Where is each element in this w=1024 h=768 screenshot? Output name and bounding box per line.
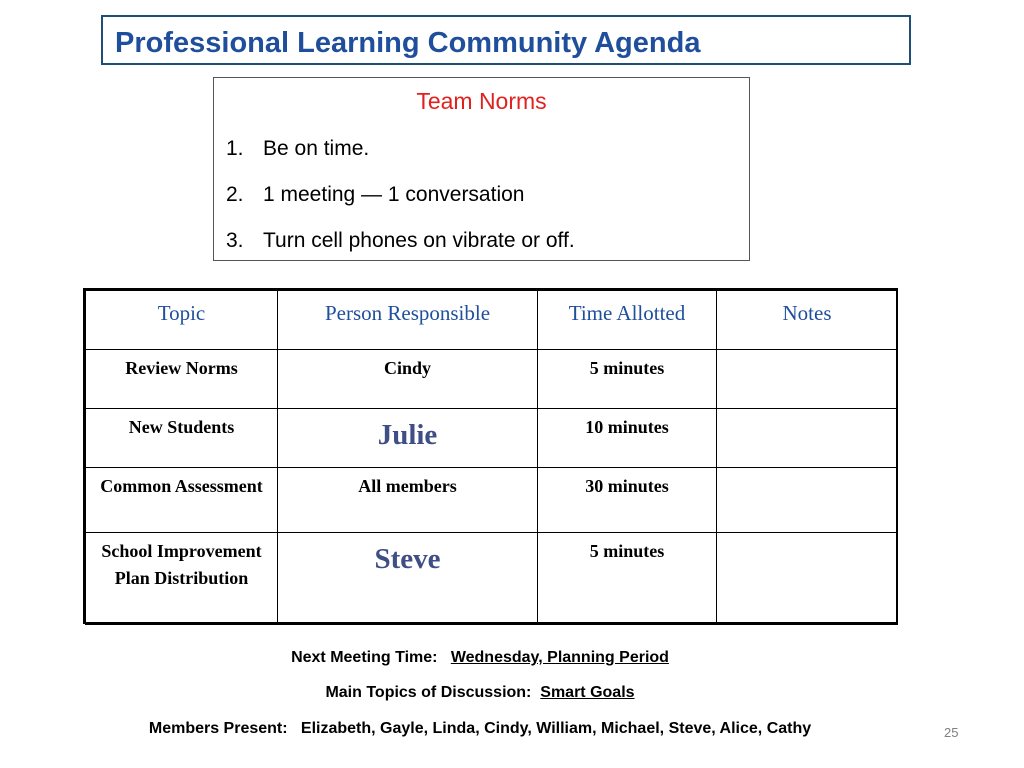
page-number: 25 bbox=[944, 725, 959, 740]
norm-text: Be on time. bbox=[263, 137, 370, 160]
cell-topic: Review Norms bbox=[86, 350, 278, 409]
norm-item bbox=[226, 182, 575, 228]
table-row bbox=[86, 350, 898, 409]
title-box bbox=[101, 15, 911, 65]
cell-notes bbox=[717, 409, 898, 468]
page-title: Professional Learning Community Agenda bbox=[115, 27, 701, 59]
agenda-table bbox=[85, 290, 898, 625]
norm-text: Turn cell phones on vibrate or off. bbox=[263, 229, 575, 252]
team-norms-list bbox=[226, 136, 575, 274]
header-topic: Topic bbox=[86, 291, 278, 350]
members-present-value: Elizabeth, Gayle, Linda, Cindy, William, Michael, Steve, Alice, Cathy bbox=[300, 720, 812, 737]
norm-item bbox=[226, 136, 575, 182]
next-meeting-value: Wednesday, Planning Period bbox=[450, 649, 669, 666]
table-row bbox=[86, 409, 898, 468]
cell-topic: School Improvement Plan Distribution bbox=[86, 533, 278, 625]
cell-person: Steve bbox=[278, 533, 538, 625]
next-meeting-line bbox=[0, 648, 960, 668]
main-topics-line bbox=[0, 683, 960, 703]
cell-time: 5 minutes bbox=[538, 533, 717, 625]
next-meeting-label: Next Meeting Time: bbox=[291, 649, 438, 666]
cell-time: 30 minutes bbox=[538, 468, 717, 533]
team-norms-heading: Team Norms bbox=[416, 88, 547, 114]
header-time-allotted: Time Allotted bbox=[538, 291, 717, 350]
cell-notes bbox=[717, 533, 898, 625]
table-row bbox=[86, 468, 898, 533]
header-notes: Notes bbox=[717, 291, 898, 350]
norm-text: 1 meeting — 1 conversation bbox=[263, 183, 525, 206]
table-header-row bbox=[86, 291, 898, 350]
cell-notes bbox=[717, 468, 898, 533]
cell-time: 10 minutes bbox=[538, 409, 717, 468]
norm-number: 2. bbox=[226, 183, 244, 206]
cell-person: Julie bbox=[278, 409, 538, 468]
cell-person: All members bbox=[278, 468, 538, 533]
norm-number: 1. bbox=[226, 137, 244, 160]
header-person-responsible: Person Responsible bbox=[278, 291, 538, 350]
cell-person: Cindy bbox=[278, 350, 538, 409]
cell-time: 5 minutes bbox=[538, 350, 717, 409]
main-topics-label: Main Topics of Discussion: bbox=[325, 684, 532, 701]
members-present-label: Members Present: bbox=[148, 720, 288, 737]
team-norms-box bbox=[213, 77, 750, 261]
table-row bbox=[86, 533, 898, 625]
members-present-line bbox=[0, 719, 960, 739]
cell-topic: Common Assessment bbox=[86, 468, 278, 533]
cell-notes bbox=[717, 350, 898, 409]
cell-topic: New Students bbox=[86, 409, 278, 468]
main-topics-value: Smart Goals bbox=[540, 684, 635, 701]
norm-item bbox=[226, 228, 575, 274]
norm-number: 3. bbox=[226, 229, 244, 252]
